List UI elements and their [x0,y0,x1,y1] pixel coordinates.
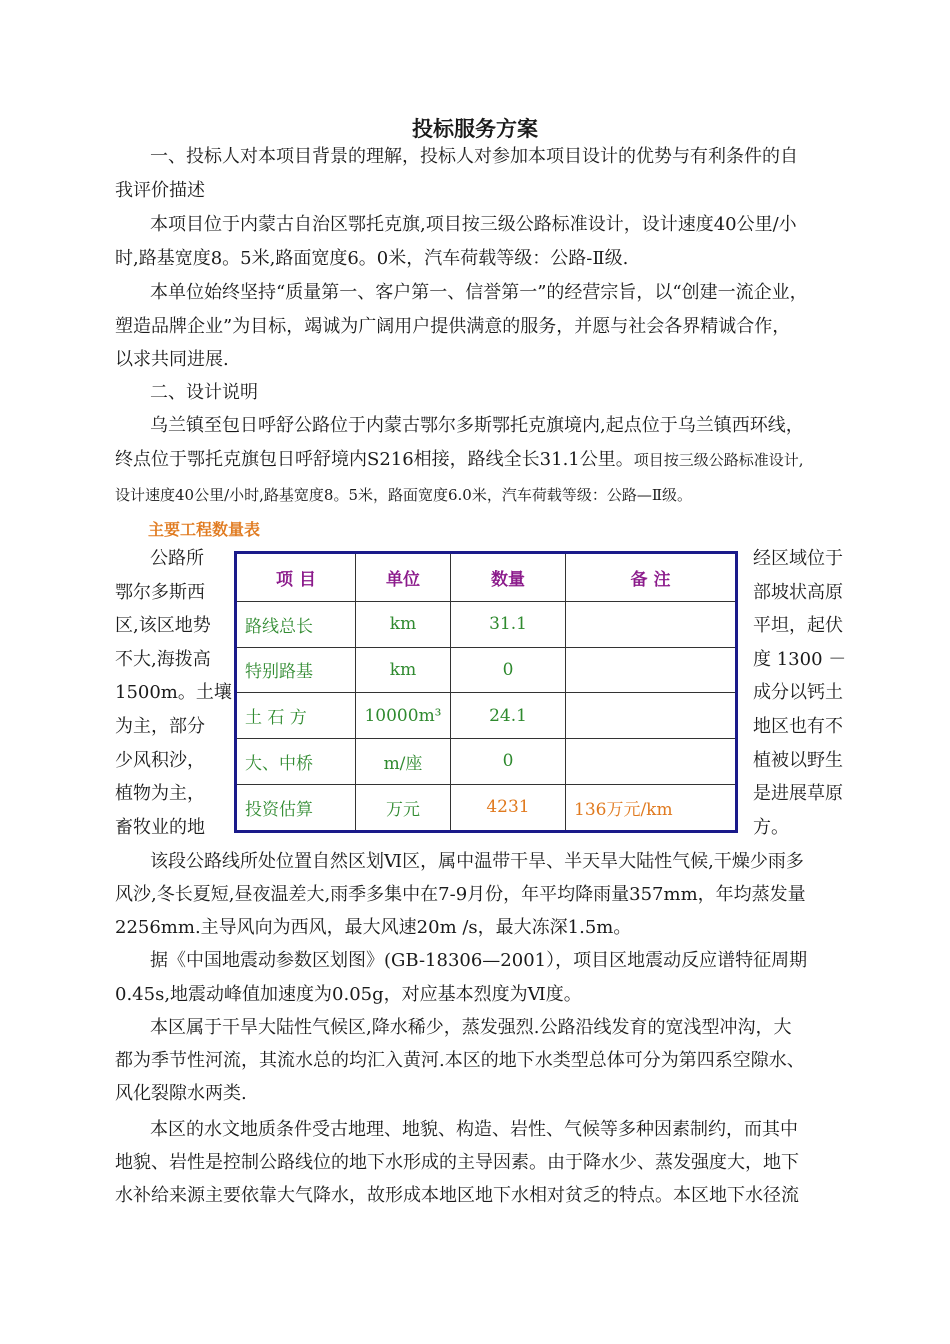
wrap-line: 1500m。土壤 [115,682,232,704]
paragraph-line: 风沙,冬长夏短,昼夜温差大,雨季多集中在7-9月份，年平均降雨量357mm，年均蒸发量 [115,884,806,905]
wrap-line: 植物为主， [115,783,205,805]
cell-note [566,738,737,784]
wrap-text-right [753,548,859,850]
header-cell: 数量 [451,553,566,602]
header-cell: 单位 [356,553,451,602]
wrap-line: 地区也有不 [753,715,843,737]
wrap-line: 公路所 [150,548,204,569]
paragraph-line: 本区属于干旱大陆性气候区,降水稀少，蒸发强烈.公路沿线发育的宽浅型冲沟，大 [150,1017,792,1038]
paragraph-line: 塑造品牌企业”为目标，竭诚为广阔用户提供满意的服务，并愿与社会各界精诚合作， [115,316,791,337]
paragraph-line: 地貌、岩性是控制公路线位的地下水形成的主导因素。由于降水少、蒸发强度大，地下 [115,1152,799,1173]
section-heading: 二、设计说明 [150,382,258,403]
cell-item: 路线总长 [236,602,356,648]
cell-unit: m/座 [356,738,451,784]
cell-unit: km [356,647,451,693]
wrap-line: 为主，部分 [115,715,205,737]
table-title: 主要工程数量表 [148,520,261,539]
paragraph-line: 水补给来源主要依靠大气降水，故形成本地区地下水相对贫乏的特点。本区地下水径流 [115,1185,799,1206]
table-row [236,647,737,693]
paragraph-line: 都为季节性河流，其流水总的均汇入黄河.本区的地下水类型总体可分为第四系空隙水、 [115,1050,805,1071]
cell-note [566,647,737,693]
page-title: 投标服务方案 [412,117,538,141]
cell-item: 特别路基 [236,647,356,693]
wrap-line: 少风积沙， [115,749,205,771]
wrap-line: 鄂尔多斯西 [115,581,205,603]
cell-qty: 0 [451,647,566,693]
wrap-line: 植被以野生 [753,749,843,771]
wrap-line: 平坦，起伏 [753,615,843,637]
cell-unit: km [356,602,451,648]
cell-qty: 0 [451,738,566,784]
wrap-line: 方。 [753,816,789,838]
table-row [236,693,737,739]
wrap-line: 区,该区地势 [115,615,211,637]
wrap-line: 畜牧业的地 [115,816,205,838]
paragraph-line: 本区的水文地质条件受古地理、地貌、构造、岩性、气候等多种因素制约，而其中 [150,1119,798,1140]
wrap-line: 是进展草原 [753,783,843,805]
paragraph-line: 据《中国地震动参数区划图》(GB-18306—2001），项目区地震动反应谱特征周期 [150,950,808,971]
cell-item: 投资估算 [236,784,356,831]
cell-unit: 万元 [356,784,451,831]
cell-qty: 4231 [451,784,566,831]
table-header-row [236,553,737,602]
table-row [236,784,737,831]
header-cell: 项 目 [236,553,356,602]
wrap-line: 成分以钙土 [753,682,843,704]
wrap-line: 度 1300 － [753,648,847,670]
paragraph-line [115,449,804,471]
paragraph-line: 设计速度40公里/小时,路基宽度8。5米，路面宽度6.0米，汽车荷载等级：公路—Ⅱ级。 [115,486,693,504]
cell-qty: 31.1 [451,602,566,648]
paragraph-line: 我评价描述 [115,180,205,201]
paragraph-line: 时,路基宽度8。5米,路面宽度6。0米，汽车荷载等级：公路-Ⅱ级. [115,248,629,269]
wrap-text-left [115,548,232,850]
header-cell: 备 注 [566,553,737,602]
paragraph-segment: 项目按三级公路标准设计, [633,451,804,469]
paragraph-line: 0.45s,地震动峰值加速度为0.05g，对应基本烈度为Ⅵ度。 [115,984,582,1005]
wrap-line: 不大,海拨高 [115,648,211,670]
paragraph-line: 以求共同进展. [115,349,229,370]
cell-unit: 10000m³ [356,693,451,739]
paragraph-line: 风化裂隙水两类. [115,1083,247,1104]
paragraph-line: 本单位始终坚持“质量第一、客户第一、信誉第一”的经营宗旨，以“创建一流企业， [150,282,808,303]
wrap-line: 部坡状高原 [753,581,843,603]
table-row [236,738,737,784]
cell-qty: 24.1 [451,693,566,739]
wrap-line: 经区域位于 [753,548,843,569]
paragraph-line: 2256mm.主导风向为西风，最大风速20m /s，最大冻深1.5m。 [115,917,632,938]
paragraph-segment: 终点位于鄂托克旗包日呼舒境内S216相接，路线全长31.1公里。 [115,449,634,470]
paragraph-line: 一、投标人对本项目背景的理解，投标人对参加本项目设计的优势与有利条件的自 [150,146,798,167]
paragraph-line: 本项目位于内蒙古自治区鄂托克旗,项目按三级公路标准设计，设计速度40公里/小 [150,214,797,235]
cell-note: 136万元/km [566,784,737,831]
cell-note [566,602,737,648]
cell-note [566,693,737,739]
table-row [236,602,737,648]
paragraph-line: 乌兰镇至包日呼舒公路位于内蒙古鄂尔多斯鄂托克旗境内,起点位于乌兰镇西环线， [150,415,804,436]
quantity-table [234,551,738,833]
cell-item: 大、中桥 [236,738,356,784]
cell-item: 土 石 方 [236,693,356,739]
paragraph-line: 该段公路线所处位置自然区划Ⅵ区，属中温带干旱、半天旱大陆性气候,干燥少雨多 [150,851,804,872]
